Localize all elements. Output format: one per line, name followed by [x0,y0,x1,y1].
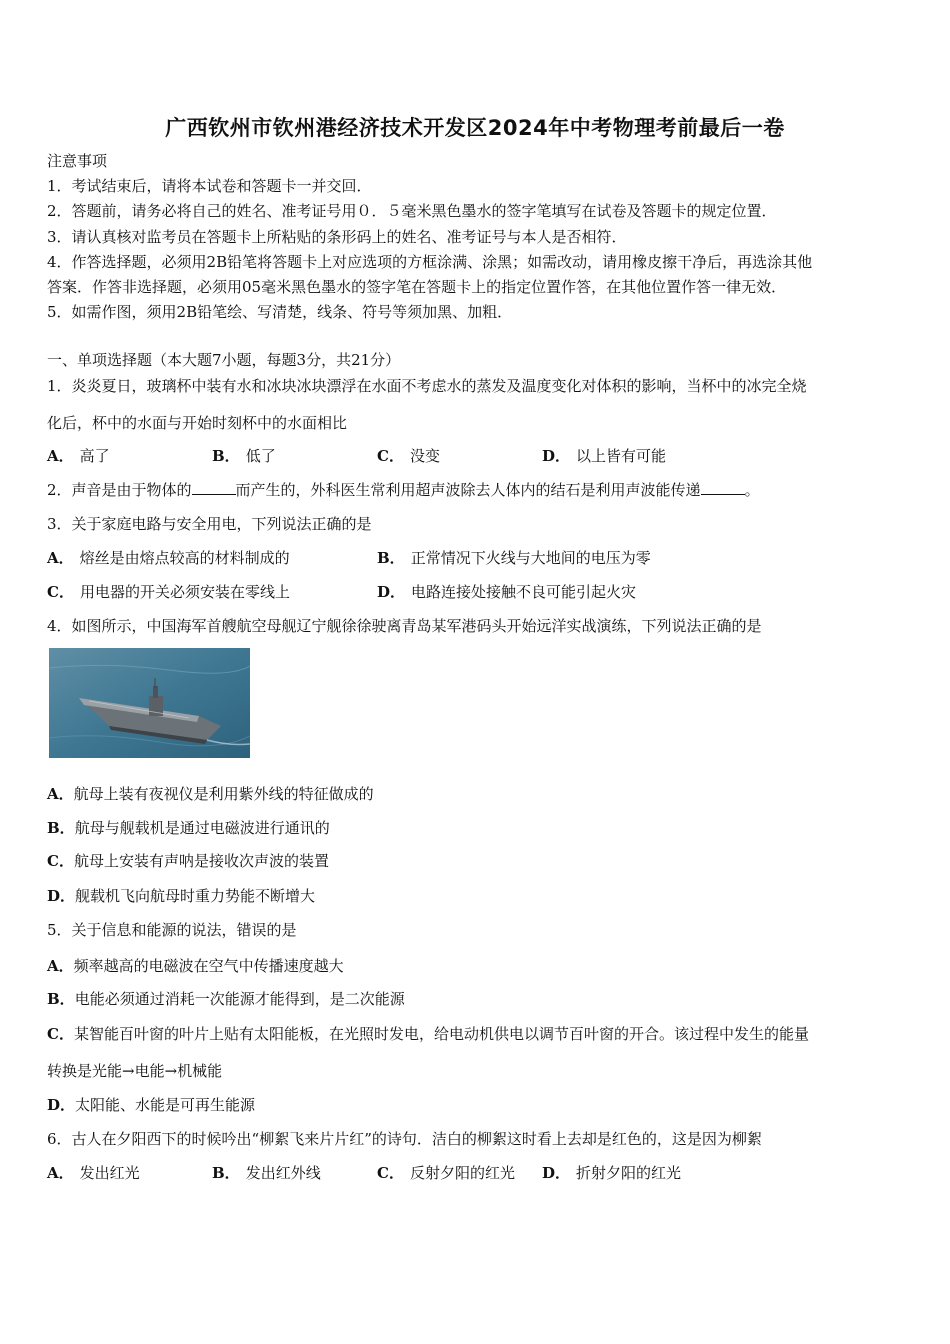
notice-item: 1．考试结束后，请将本试卷和答题卡一并交回． [47,177,372,195]
q5-option-a: A．频率越高的电磁波在空气中传播速度越大 [47,957,344,975]
notice-item: 答案．作答非选择题，必须用05毫米黑色墨水的签字笔在答题卡上的指定位置作答，在其他位置作答一律无效． [47,278,787,296]
notice-heading: 注意事项 [47,152,108,170]
q1-option-d: D． 以上皆有可能 [542,447,667,465]
notice-item: 5．如需作图，须用2B铅笔绘、写清楚，线条、符号等须加黑、加粗． [47,303,513,321]
q4-option-a: A．航母上装有夜视仪是利用紫外线的特征做成的 [47,785,374,803]
q4-option-c: C．航母上安装有声呐是接收次声波的装置 [47,852,329,870]
question-5-stem: 5．关于信息和能源的说法，错误的是 [47,921,297,939]
q4-option-d: D．舰载机飞向航母时重力势能不断增大 [47,887,316,905]
answer-blank [701,480,745,495]
q6-option-a: A． 发出红光 [47,1164,140,1182]
question-1-stem: 1．炎炎夏日，玻璃杯中装有水和冰块冰块漂浮在水面不考虑水的蒸发及温度变化对体积的影响，当杯中的冰完全烧 [47,377,807,395]
q3-option-b: B． 正常情况下火线与大地间的电压为零 [377,549,651,567]
question-1-stem-cont: 化后，杯中的水面与开始时刻杯中的水面相比 [47,414,348,432]
question-2-stem: 2．声音是由于物体的 而产生的，外科医生常利用超声波除去人体内的结石是利用声波能传递 。 [47,481,760,499]
question-6-stem: 6．古人在夕阳西下的时候吟出“柳絮飞来片片红”的诗句．洁白的柳絮这时看上去却是红色的，这是因为柳絮 [47,1130,762,1148]
answer-blank [192,480,236,495]
notice-item: 4．作答选择题，必须用2B铅笔将答题卡上对应选项的方框涂满、涂黑；如需改动，请用橡皮擦干净后，再选涂其他 [47,253,813,271]
q1-option-b: B． 低了 [212,447,276,465]
q4-option-b: B．航母与舰载机是通过电磁波进行通讯的 [47,819,330,837]
q5-option-c-cont: 转换是光能→电能→机械能 [47,1062,223,1080]
q6-option-b: B． 发出红外线 [212,1164,321,1182]
notice-item: 3．请认真核对监考员在答题卡上所粘贴的条形码上的姓名、准考证号与本人是否相符． [47,228,627,246]
q3-option-a: A． 熔丝是由熔点较高的材料制成的 [47,549,290,567]
q3-option-c: C． 用电器的开关必须安装在零线上 [47,583,290,601]
q1-option-c: C． 没变 [377,447,440,465]
page-title: 广西钦州市钦州港经济技术开发区2024年中考物理考前最后一卷 [165,116,785,140]
notice-item: 2．答题前，请务必将自己的姓名、准考证号用０．５毫米黑色墨水的签字笔填写在试卷及答题卡的规定位置． [47,202,777,220]
aircraft-carrier-photo [49,648,250,758]
q6-option-c: C． 反射夕阳的红光 [377,1164,515,1182]
question-4-stem: 4．如图所示，中国海军首艘航空母舰辽宁舰徐徐驶离青岛某军港码头开始远洋实战演练，下列说法正确的是 [47,617,762,635]
q5-option-b: B．电能必须通过消耗一次能源才能得到，是二次能源 [47,990,405,1008]
section-heading: 一、单项选择题（本大题7小题，每题3分，共21分） [47,351,401,369]
question-3-stem: 3．关于家庭电路与安全用电，下列说法正确的是 [47,515,372,533]
q6-option-d: D． 折射夕阳的红光 [542,1164,682,1182]
q5-option-c: C．某智能百叶窗的叶片上贴有太阳能板，在光照时发电，给电动机供电以调节百叶窗的开合。该过程中发生的能量 [47,1025,809,1043]
q3-option-d: D． 电路连接处接触不良可能引起火灾 [377,583,637,601]
q1-option-a: A． 高了 [47,447,110,465]
q5-option-d: D．太阳能、水能是可再生能源 [47,1096,256,1114]
